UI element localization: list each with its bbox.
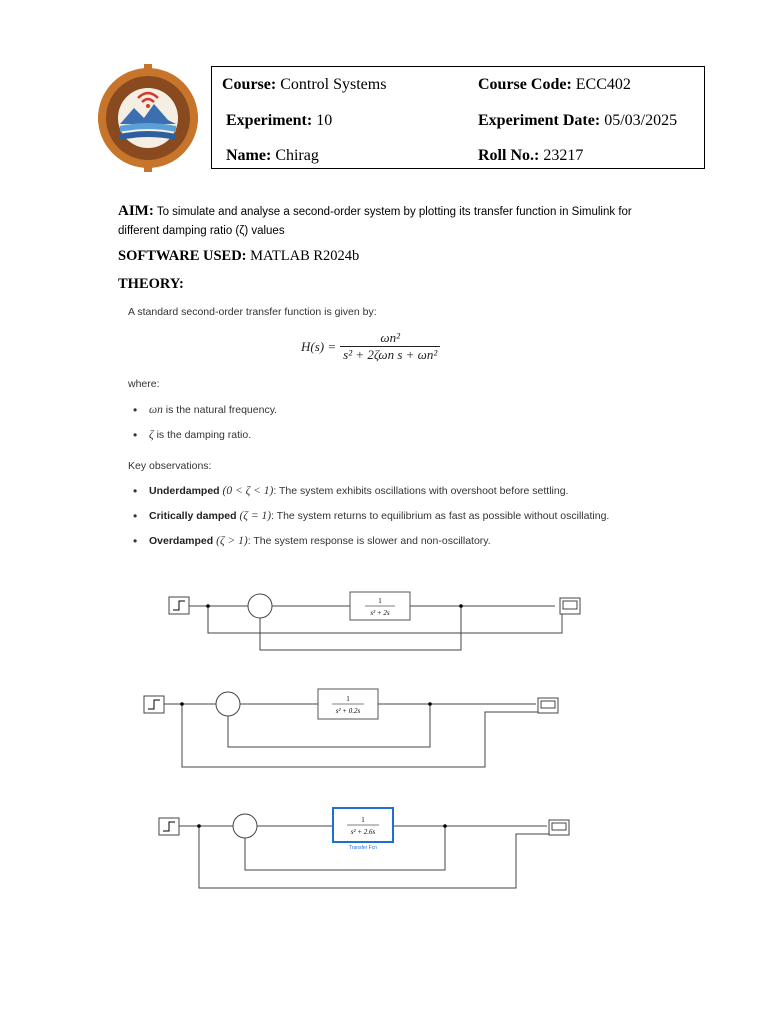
formula-denominator: s² + 2ζωn s + ωn² — [343, 347, 438, 362]
transfer-function-formula: H(s) = ωn² s² + 2ζωn s + ωn² — [300, 330, 440, 363]
experiment-field: Experiment: 10 — [226, 112, 333, 129]
list-item: • Overdamped (ζ > 1): The system response is slower and non-oscillatory. — [133, 533, 609, 558]
course-field: Course: Control Systems — [222, 76, 387, 93]
tf-numerator: 1 — [346, 695, 350, 703]
course-code-field: Course Code: ECC402 — [478, 76, 631, 93]
sum-block — [233, 814, 257, 838]
aim-label: AIM: — [118, 203, 154, 219]
simulink-diagram-2 — [140, 688, 580, 770]
block-caption: Transfer Fcn — [348, 845, 378, 851]
definitions-list — [133, 402, 277, 452]
tf-denominator: s² + 0.2s — [335, 707, 361, 715]
roll-number-field: Roll No.: 23217 — [478, 147, 584, 164]
course-header-box — [211, 66, 705, 169]
sum-block — [216, 692, 240, 716]
tf-denominator: s² + 2.6s — [350, 828, 376, 836]
tf-numerator: 1 — [361, 816, 365, 824]
aim-section — [118, 202, 658, 241]
software-used: SOFTWARE USED: MATLAB R2024b — [118, 248, 360, 264]
experiment-date-field: Experiment Date: 05/03/2025 — [478, 112, 678, 129]
sum-block — [248, 594, 272, 618]
institute-logo — [98, 64, 198, 172]
theory-heading: THEORY: — [118, 276, 184, 292]
tf-numerator: 1 — [378, 597, 382, 605]
aim-text: To simulate and analyse a second-order system by plotting its transfer function in Simulink for different damping ratio (ζ) values — [118, 206, 632, 237]
observations-list — [133, 483, 609, 558]
simulink-diagram-3 — [155, 806, 595, 890]
theory-intro: A standard second-order transfer function is given by: — [128, 306, 377, 318]
list-item: • Underdamped (0 < ζ < 1): The system exhibits oscillations with overshoot before settling. — [133, 483, 609, 508]
formula-numerator: ωn² — [340, 330, 440, 347]
simulink-diagram-1 — [150, 588, 590, 653]
key-observations-label: Key observations: — [128, 460, 212, 472]
where-label: where: — [128, 378, 160, 390]
list-item: • ωn is the natural frequency. — [133, 402, 277, 427]
list-item: • ζ is the damping ratio. — [133, 427, 277, 452]
name-field: Name: Chirag — [226, 147, 319, 164]
tf-denominator: s² + 2s — [370, 609, 390, 617]
list-item: • Critically damped (ζ = 1): The system returns to equilibrium as fast as possible without oscillating. — [133, 508, 609, 533]
